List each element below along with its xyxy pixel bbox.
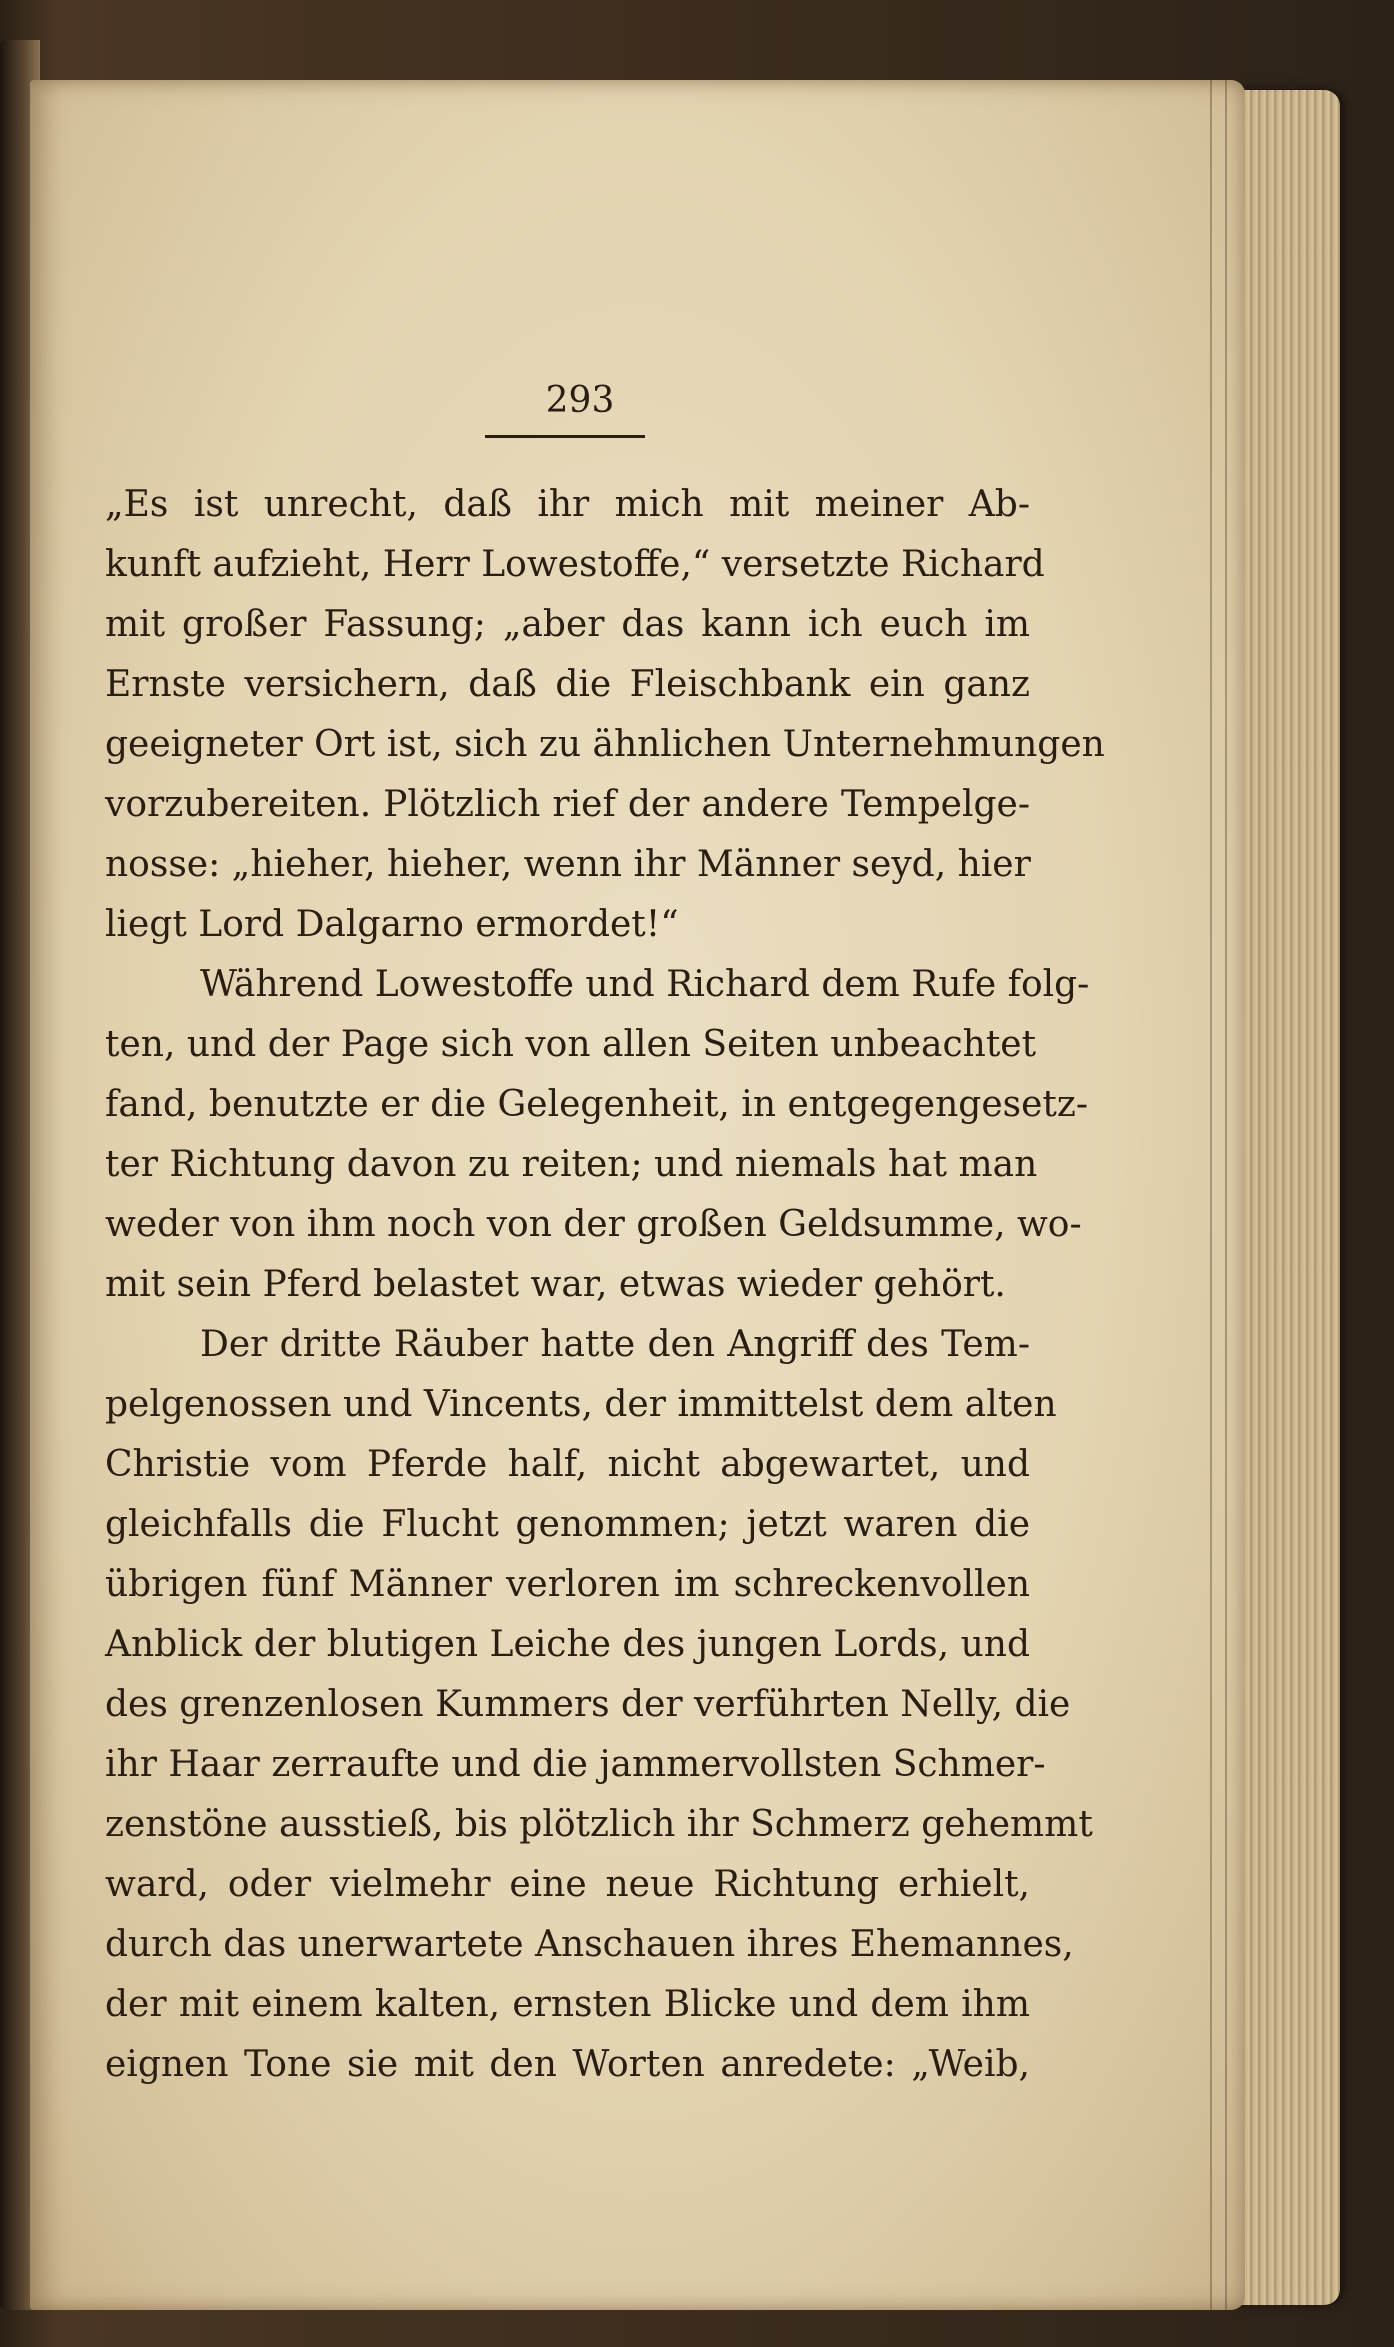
- text-line: kunft aufzieht, Herr Lowestoffe,“ versetzte Richard: [105, 544, 1045, 585]
- text-line: Während Lowestoffe und Richard dem Rufe folg-: [200, 964, 1090, 1005]
- text-line: ihr Haar zerraufte und die jammervollsten Schmer-: [105, 1744, 1046, 1785]
- text-line: nosse: „hieher, hieher, wenn ihr Männer seyd, hier: [105, 844, 1031, 885]
- text-line: Anblick der blutigen Leiche des jungen Lords, und: [105, 1624, 1030, 1665]
- text-line: „Es ist unrecht, daß ihr mich mit meiner Ab-: [105, 484, 1030, 525]
- text-line: des grenzenlosen Kummers der verführten Nelly, die: [105, 1684, 1071, 1725]
- text-line: mit großer Fassung; „aber das kann ich euch im: [105, 604, 1030, 645]
- page-edge-line: [1210, 80, 1212, 2310]
- text-line: übrigen fünf Männer verloren im schreckenvollen: [105, 1564, 1030, 1605]
- text-line: liegt Lord Dalgarno ermordet!“: [105, 904, 679, 945]
- page-number: 293: [545, 380, 615, 421]
- text-line: fand, benutzte er die Gelegenheit, in entgegengesetz-: [105, 1084, 1089, 1125]
- text-line: ter Richtung davon zu reiten; und niemals hat man: [105, 1144, 1038, 1185]
- text-line: ward, oder vielmehr eine neue Richtung erhielt,: [105, 1864, 1030, 1905]
- page-number-rule: [485, 435, 645, 438]
- text-line: gleichfalls die Flucht genommen; jetzt waren die: [105, 1504, 1030, 1545]
- text-line: eignen Tone sie mit den Worten anredete: „Weib,: [105, 2044, 1030, 2085]
- text-line: weder von ihm noch von der großen Geldsumme, wo-: [105, 1204, 1082, 1245]
- text-line: mit sein Pferd belastet war, etwas wieder gehört.: [105, 1264, 1006, 1305]
- text-line: Ernste versichern, daß die Fleischbank ein ganz: [105, 664, 1030, 705]
- text-line: Christie vom Pferde half, nicht abgewartet, und: [105, 1444, 1030, 1485]
- page-edge-line: [1225, 80, 1227, 2310]
- book-page: [30, 80, 1245, 2310]
- text-line: ten, und der Page sich von allen Seiten unbeachtet: [105, 1024, 1037, 1065]
- text-line: der mit einem kalten, ernsten Blicke und dem ihm: [105, 1984, 1030, 2025]
- text-line: geeigneter Ort ist, sich zu ähnlichen Unternehmungen: [105, 724, 1105, 765]
- text-line: Der dritte Räuber hatte den Angriff des Tem-: [200, 1324, 1030, 1365]
- page-stack-edge: [1230, 90, 1340, 2305]
- text-line: pelgenossen und Vincents, der immittelst dem alten: [105, 1384, 1057, 1425]
- body-text: [105, 475, 1105, 2095]
- text-line: durch das unerwartete Anschauen ihres Ehemannes,: [105, 1924, 1074, 1965]
- text-line: vorzubereiten. Plötzlich rief der andere Tempelge-: [105, 784, 1030, 825]
- text-line: zenstöne ausstieß, bis plötzlich ihr Schmerz gehemmt: [105, 1804, 1093, 1845]
